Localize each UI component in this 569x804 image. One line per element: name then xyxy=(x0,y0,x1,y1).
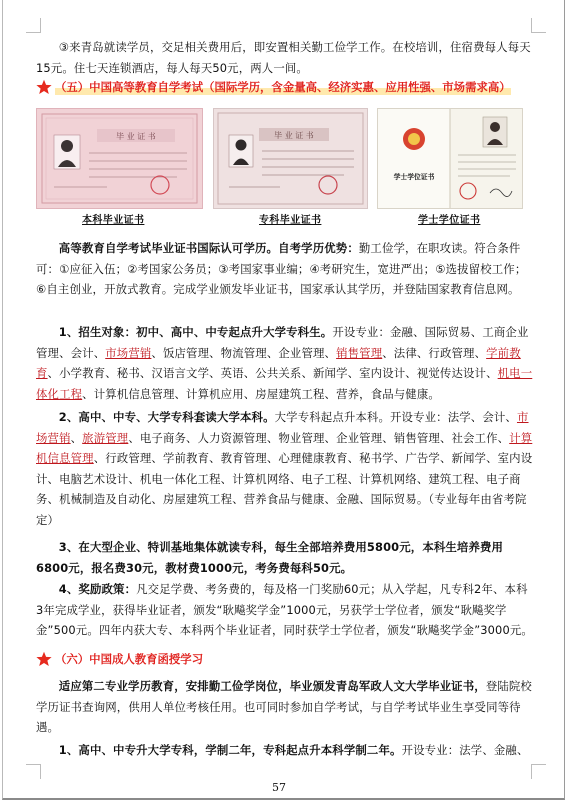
intro-paragraph: ③来青岛就读学员，交足相关费用后，即安置相关勤工俭学工作。在校培训，住宿费每人每天15元。住七天连锁酒店，每人每天50元，两人一间。 xyxy=(36,40,531,75)
item-2-paragraph: 2、高中、中专、大学专科套读大学本科。大学专科起点升本科。开设专业：法学、会计、市场营销、旅游管理、电子商务、人力资源管理、物业管理、企业管理、销售管理、社会工作、计算机信息管理、行政管理、学前教育、教育管理、心理健康教育、秘书学、广告学、新闻学、室内设计、电脑艺术设计、机电一体化工程、计算机网络、电子工程、计算机网络、建筑工程、电子商务、机械制造及自动化、房屋建筑工程、营养食品与健康、金融、国际贸易。（专业每年由省考院定） xyxy=(36,410,533,527)
degree-certificate-image xyxy=(377,108,523,209)
item-6-1-paragraph: 1、高中、中专升大学专科，学制二年，专科起点升本科学制二年。开设专业：法学、金融、 xyxy=(58,743,529,757)
page-number: 57 xyxy=(272,781,286,794)
svg-text:学士学位证书: 学士学位证书 xyxy=(393,173,435,181)
svg-text:毕 业 证 书: 毕 业 证 书 xyxy=(116,132,156,141)
crop-mark xyxy=(531,18,546,33)
item-3-paragraph: 3、在大型企业、特训基地集体就读专科，每生全部培养费用5800元，本科生培养费用6800元，报名费30元，教材费1000元，考务费每科50元。 xyxy=(36,540,504,575)
item-4-paragraph: 4、奖励政策：凡交足学费、考务费的，每及格一门奖励60元；从入学起，凡专科2年、本科3年完成学业，获得毕业证者，颁发“耿飚奖学金”1000元，另获学士学位者，颁发“耿飚奖学金”500元。四年内获大专、本科两个毕业证者，同时获学士学位者，颁发“耿飚奖学金”3000元。 xyxy=(36,582,533,638)
caption-bachelor: 本科毕业证书 xyxy=(82,215,145,226)
star-icon xyxy=(36,651,52,667)
crop-mark xyxy=(26,18,41,33)
associate-diploma-image xyxy=(213,108,368,209)
section-6-paragraph: 适应第二专业学历教育，安排勤工俭学岗位，毕业颁发青岛军政人文大学毕业证书，登陆院校学历证书查询网，供用人单位考核任用。也可同时参加自学考试，与自学考试毕业生享受同等待遇。 xyxy=(36,679,532,735)
item-1-paragraph: 1、招生对象：初中、高中、中专起点升大学专科生。开设专业：金融、国际贸易、工商企业管理、会计、市场营销、饭店管理、物流管理、企业管理、销售管理、法律、行政管理、学前教育、小学教育、秘书、汉语言文学、英语、公共关系、新闻学、室内设计、视觉传达设计、机电一体化工程、计算机信息管理、计算机应用、房屋建筑工程、营养，食品与健康。 xyxy=(36,325,533,401)
bachelor-diploma-image xyxy=(36,108,203,209)
crop-mark xyxy=(26,764,41,779)
crop-mark xyxy=(531,764,546,779)
advantage-paragraph: 高等教育自学考试毕业证书国际认可学历。自考学历优势：勤工俭学，在职攻读。符合条件可：①应征入伍；②考国家公务员；③考国家事业编；④考研究生，宽进严出；⑤选拔留校工作；⑥自主创业，开放式教育。完成学业颁发毕业证书，国家承认其学历，并登陆国家教育信息网。 xyxy=(36,241,527,297)
caption-degree: 学士学位证书 xyxy=(418,215,481,226)
caption-associate: 专科毕业证书 xyxy=(259,215,322,226)
svg-text:毕 业 证 书: 毕 业 证 书 xyxy=(274,131,314,140)
section-heading-5: （五）中国高等教育自学考试（国际学历，含金量高、经济实惠、应用性强、市场需求高） xyxy=(36,79,511,95)
section-heading-6: （六）中国成人教育函授学习 xyxy=(36,651,203,667)
star-icon xyxy=(36,79,52,95)
